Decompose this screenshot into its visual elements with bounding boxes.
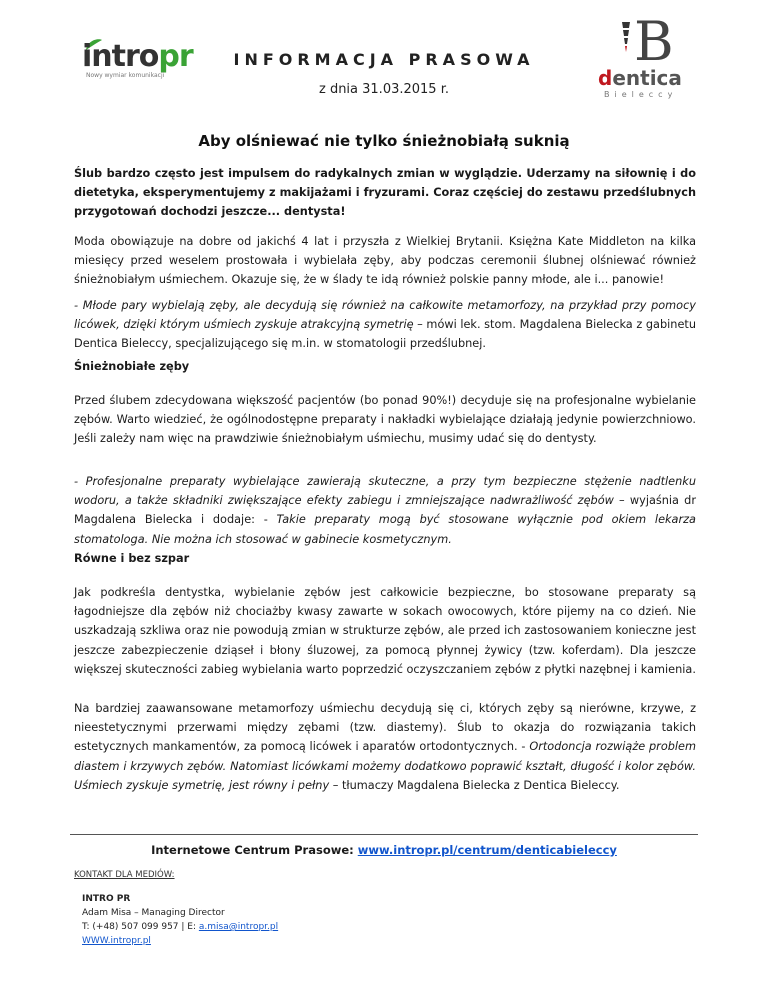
lead-paragraph: Ślub bardzo często jest impulsem do radykalnych zmian w wyglądzie. Uderzamy na siłownię i do dietetyka, eksperymentujemy z makijażami i fryzurami. Coraz częściej do zestawu przedślubnych przygotowań dochodzi jeszcze... dentysta! (74, 167, 696, 219)
contact-phone-email: T: (+48) 507 099 957 | E: a.misa@intropr.pl (82, 922, 279, 932)
contact-person: Adam Misa – Managing Director (82, 908, 225, 918)
paragraph-2: - Młode pary wybielają zęby, ale decydują się również na całkowite metamorfozy, na przykład przy pomocy licówek, dzięki którym uśmiech zyskuje atrakcyjną symetrię – mówi lek. stom. Magdalena Bielecka z gabinetu Dentica Bieleccy, specjalizującego się m.in. w stomatologii przedślubnej. (74, 299, 696, 351)
media-contact-label: KONTAKT DLA MEDIÓW: (74, 870, 175, 880)
press-center-line: Internetowe Centrum Prasowe: www.intropr.pl/centrum/denticabieleccy (151, 843, 617, 857)
press-center-link[interactable]: www.intropr.pl/centrum/denticabieleccy (357, 843, 617, 857)
intro-pr-logo: intropr Nowy wymiar komunikacji (82, 39, 193, 79)
logo-tagline: Nowy wymiar komunikacji (86, 72, 165, 79)
dentica-logo: B dentica Bieleccy (598, 10, 682, 99)
section-heading-1: Śnieżnobiałe zęby (74, 360, 190, 373)
footer-divider (70, 834, 698, 835)
document-date: z dnia 31.03.2015 r. (318, 82, 449, 97)
section-heading-2: Równe i bez szpar (74, 552, 190, 565)
contact-website (82, 934, 151, 948)
logo-subtitle: Bieleccy (604, 90, 678, 99)
contact-company: INTRO PR (82, 894, 131, 904)
logo-initial: B (634, 10, 674, 73)
paragraph-4: - Profesjonalne preparaty wybielające zawierają skuteczne, a przy tym bezpieczne stężenie nadtlenku wodoru, a także składniki zwiększające efekty zabiegu i zmniejszające nadwrażliwość zębów – wyjaśnia dr Magdalena Bielecka i dodaje: - Takie preparaty mogą być stosowane wyłącznie pod okiem lekarza stomatologa. Nie można ich stosować w gabinecie kosmetycznym. (74, 475, 696, 546)
paragraph-6: Na bardziej zaawansowane metamorfozy uśmiechu decydują się ci, których zęby są nierówne, krzywe, z nieestetycznymi przerwami między zębami (tzw. diastemy). Ślub to okazja do rozwiązania takich estetycznych mankamentów, za pomocą licówek i aparatów ortodontycznych. - Ortodoncja rozwiąże problem diastem i krzywych zębów. Natomiast licówkami możemy dodatkowo poprawić kształt, długość i kolor zębów. Uśmiech zyskuje symetrię, jest równy i pełny – tłumaczy Magdalena Bielecka z Dentica Bieleccy. (74, 702, 697, 792)
website-link[interactable]: WWW.intropr.pl (82, 936, 151, 946)
paragraph-5: Jak podkreśla dentystka, wybielanie zębów jest całkowicie bezpieczne, bo stosowane preparaty są łagodniejsze dla zębów niż chociażby kwasy zawarte w sokach owocowych, które pijemy na co dzień. Nie uszkadzają szkliwa oraz nie powodują zmian w strukturze zębów, ale przed ich zastosowaniem konieczne jest jeszcze zabezpieczenie dziąseł i błony śluzowej, za pomocą płynnej żywicy (tzw. koferdam). Dla jeszcze większej skuteczności zabieg wybielania warto poprzedzić oczyszczaniem zębów z płytki nazębnej i kamienia. (74, 586, 696, 676)
paragraph-3: Przed ślubem zdecydowana większość pacjentów (bo ponad 90%!) decyduje się na profesjonalne wybielanie zębów. Warto wiedzieć, że ogólnodostępne preparaty i nakładki wybielające działają jedynie powierzchniowo. Jeśli zależy nam więc na prawdziwie śnieżnobiałym uśmiechu, musimy udać się do dentysty. (74, 394, 696, 446)
paragraph-1: Moda obowiązuje na dobre od jakichś 4 lat i przyszła z Wielkiej Brytanii. Księżna Kate Middleton na kilka miesięcy przed weselem prostowała i wybielała zęby, aby podczas ceremonii ślubnej olśniewać również śnieżnobiałym uśmiechem. Okazuje się, że w ślady te idą również polskie panny młode, ale i... panowie! (74, 235, 696, 287)
document-type-title: INFORMACJA PRASOWA (233, 50, 535, 69)
contact-email-link[interactable]: a.misa@intropr.pl (198, 922, 279, 932)
article-title: Aby olśniewać nie tylko śnieżnobiałą suknią (198, 132, 570, 150)
